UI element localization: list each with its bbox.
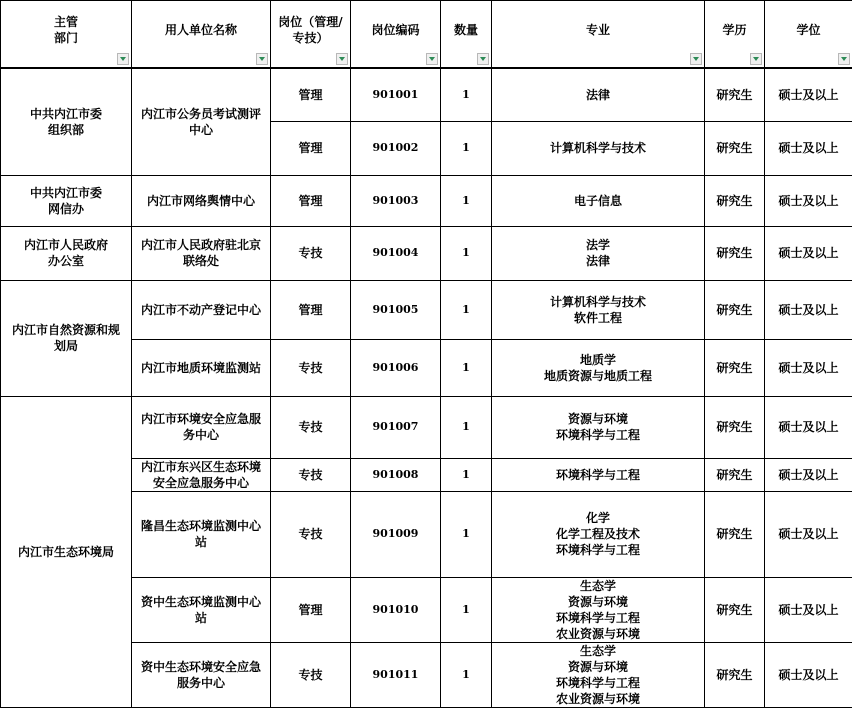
cell-code: 901007: [351, 396, 441, 458]
cell-qty: 1: [441, 642, 492, 707]
cell-code: 901001: [351, 68, 441, 121]
cell-unit: 隆昌生态环境监测中心 站: [132, 491, 271, 577]
cell-edu: 研究生: [705, 396, 765, 458]
cell-degree: 硕士及以上: [765, 280, 852, 339]
header-qty: 数量: [441, 1, 492, 69]
header-major: 专业: [492, 1, 705, 69]
cell-unit: 内江市东兴区生态环境 安全应急服务中心: [132, 458, 271, 491]
cell-degree: 硕士及以上: [765, 339, 852, 396]
cell-major: 法律: [492, 68, 705, 121]
cell-edu: 研究生: [705, 121, 765, 175]
cell-major: 资源与环境 环境科学与工程: [492, 396, 705, 458]
cell-degree: 硕士及以上: [765, 175, 852, 226]
cell-dept: 内江市生态环境局: [1, 396, 132, 707]
cell-major: 电子信息: [492, 175, 705, 226]
cell-unit: 内江市环境安全应急服 务中心: [132, 396, 271, 458]
cell-code: 901003: [351, 175, 441, 226]
cell-degree: 硕士及以上: [765, 577, 852, 642]
cell-edu: 研究生: [705, 175, 765, 226]
cell-qty: 1: [441, 396, 492, 458]
cell-code: 901011: [351, 642, 441, 707]
cell-type: 管理: [271, 121, 351, 175]
header-degree: 学位: [765, 1, 852, 69]
cell-type: 专技: [271, 458, 351, 491]
cell-major: 法学 法律: [492, 226, 705, 280]
cell-type: 专技: [271, 226, 351, 280]
cell-edu: 研究生: [705, 339, 765, 396]
cell-type: 专技: [271, 491, 351, 577]
cell-degree: 硕士及以上: [765, 642, 852, 707]
cell-code: 901002: [351, 121, 441, 175]
cell-edu: 研究生: [705, 577, 765, 642]
cell-dept: 中共内江市委 网信办: [1, 175, 132, 226]
cell-type: 管理: [271, 68, 351, 121]
filter-dropdown-icon[interactable]: [336, 53, 348, 65]
cell-qty: 1: [441, 491, 492, 577]
cell-major: 生态学 资源与环境 环境科学与工程 农业资源与环境: [492, 642, 705, 707]
filter-dropdown-icon[interactable]: [117, 53, 129, 65]
table-row: [1, 175, 852, 226]
cell-qty: 1: [441, 280, 492, 339]
cell-major: 地质学 地质资源与地质工程: [492, 339, 705, 396]
header-type: 岗位（管理/ 专技）: [271, 1, 351, 69]
cell-unit: 资中生态环境监测中心 站: [132, 577, 271, 642]
cell-code: 901004: [351, 226, 441, 280]
table-row: [1, 280, 852, 339]
cell-qty: 1: [441, 68, 492, 121]
cell-dept: 内江市人民政府 办公室: [1, 226, 132, 280]
filter-dropdown-icon[interactable]: [477, 53, 489, 65]
cell-edu: 研究生: [705, 642, 765, 707]
cell-degree: 硕士及以上: [765, 121, 852, 175]
cell-qty: 1: [441, 458, 492, 491]
filter-dropdown-icon[interactable]: [750, 53, 762, 65]
header-edu: 学历: [705, 1, 765, 69]
cell-code: 901010: [351, 577, 441, 642]
cell-code: 901008: [351, 458, 441, 491]
cell-major: 生态学 资源与环境 环境科学与工程 农业资源与环境: [492, 577, 705, 642]
cell-unit: 资中生态环境安全应急 服务中心: [132, 642, 271, 707]
cell-unit: 内江市人民政府驻北京 联络处: [132, 226, 271, 280]
cell-unit: 内江市不动产登记中心: [132, 280, 271, 339]
cell-major: 环境科学与工程: [492, 458, 705, 491]
cell-qty: 1: [441, 339, 492, 396]
cell-unit: 内江市网络舆情中心: [132, 175, 271, 226]
cell-degree: 硕士及以上: [765, 458, 852, 491]
cell-major: 计算机科学与技术 软件工程: [492, 280, 705, 339]
filter-dropdown-icon[interactable]: [256, 53, 268, 65]
cell-type: 管理: [271, 577, 351, 642]
cell-type: 专技: [271, 396, 351, 458]
cell-edu: 研究生: [705, 491, 765, 577]
filter-dropdown-icon[interactable]: [838, 53, 850, 65]
cell-major: 计算机科学与技术: [492, 121, 705, 175]
cell-type: 专技: [271, 339, 351, 396]
cell-degree: 硕士及以上: [765, 396, 852, 458]
cell-degree: 硕士及以上: [765, 491, 852, 577]
cell-qty: 1: [441, 121, 492, 175]
cell-code: 901005: [351, 280, 441, 339]
cell-major: 化学 化学工程及技术 环境科学与工程: [492, 491, 705, 577]
cell-dept: 中共内江市委 组织部: [1, 68, 132, 175]
cell-code: 901009: [351, 491, 441, 577]
cell-dept: 内江市自然资源和规 划局: [1, 280, 132, 396]
header-code: 岗位编码: [351, 1, 441, 69]
cell-qty: 1: [441, 175, 492, 226]
cell-type: 管理: [271, 175, 351, 226]
cell-type: 管理: [271, 280, 351, 339]
table-row: [1, 68, 852, 121]
cell-qty: 1: [441, 226, 492, 280]
cell-degree: 硕士及以上: [765, 226, 852, 280]
filter-dropdown-icon[interactable]: [690, 53, 702, 65]
cell-unit: 内江市地质环境监测站: [132, 339, 271, 396]
cell-unit: 内江市公务员考试测评 中心: [132, 68, 271, 175]
table-row: [1, 396, 852, 458]
table-row: [1, 226, 852, 280]
cell-code: 901006: [351, 339, 441, 396]
cell-qty: 1: [441, 577, 492, 642]
header-dept: 主管 部门: [1, 1, 132, 69]
cell-edu: 研究生: [705, 458, 765, 491]
header-row: [1, 1, 852, 69]
cell-edu: 研究生: [705, 68, 765, 121]
header-unit: 用人单位名称: [132, 1, 271, 69]
cell-edu: 研究生: [705, 226, 765, 280]
filter-dropdown-icon[interactable]: [426, 53, 438, 65]
cell-type: 专技: [271, 642, 351, 707]
cell-degree: 硕士及以上: [765, 68, 852, 121]
cell-edu: 研究生: [705, 280, 765, 339]
